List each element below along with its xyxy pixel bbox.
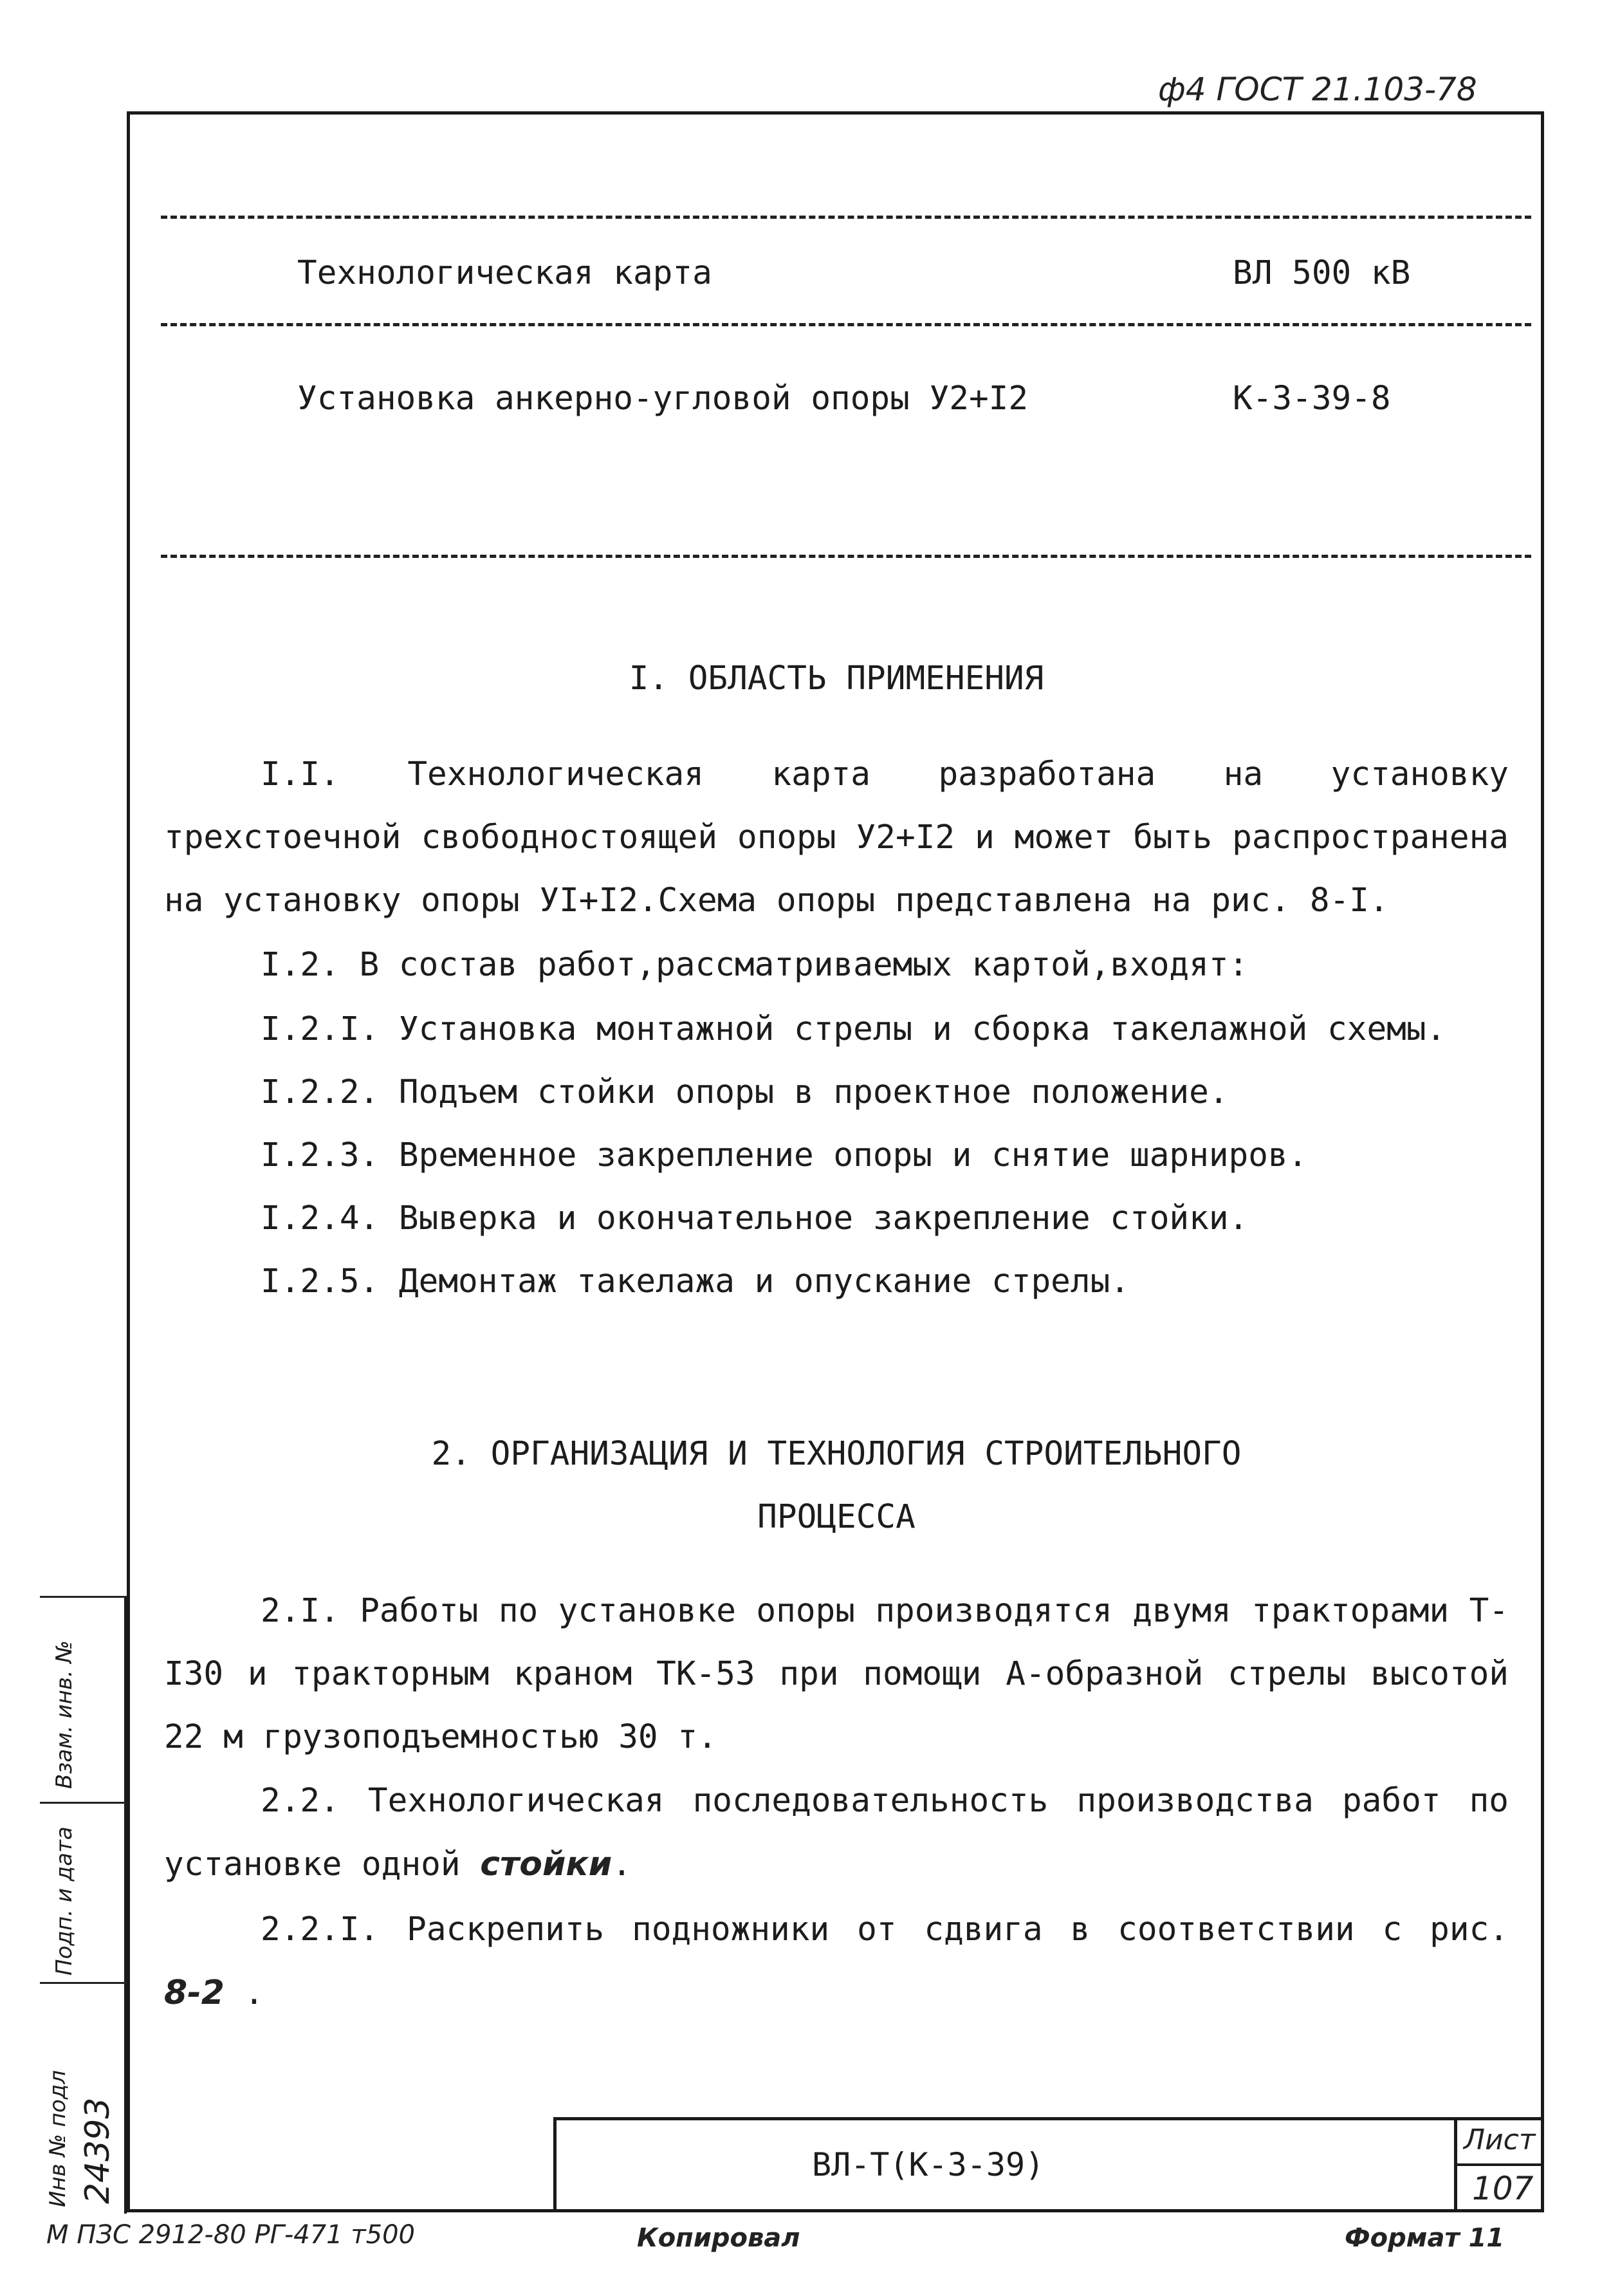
voltage-class: ВЛ 500 кВ	[1233, 254, 1411, 292]
stamp-doc-code: ВЛ-Т(К-3-39)	[812, 2146, 1045, 2183]
section1-paragraph-1	[164, 743, 1509, 932]
side-strip-divider	[40, 1802, 127, 1804]
section1-p1-text: I.I. Технологическая карта разработана на установку трехстоечной свободностоящей опоры У2+I2 и может быть распространена на установку опоры УI+I2.Схема опоры представлена на рис. 8-I.	[164, 755, 1509, 920]
section1-paragraph-2: I.2. В состав работ,рассматриваемых картой,входят:	[261, 946, 1249, 984]
list-item: I.2.2. Подъем стойки опоры в проектное положение.	[261, 1073, 1229, 1111]
side-sign-label: Подп. и дата	[51, 1826, 77, 1976]
side-strip-divider	[40, 1596, 127, 1598]
list-item: I.2.3. Временное закрепление опоры и снятие шарниров.	[261, 1136, 1308, 1174]
sheet-box-divider	[1457, 2163, 1544, 2166]
section2-p1-text: 2.I. Работы по установке опоры производятся двумя тракторами Т-I30 и тракторным краном ТК-53 при помощи А-образной стрелы высотой 22 м грузоподъемностью 30 т.	[164, 1592, 1509, 1756]
section2-p3-end: .	[224, 1974, 264, 2012]
side-inv-label: Инв № подл	[45, 2070, 71, 2207]
section1-heading: I. ОБЛАСТЬ ПРИМЕНЕНИЯ	[629, 660, 1044, 698]
footer-center: Копировал	[637, 2223, 800, 2253]
section2-p3-text: 2.2.I. Раскрепить подножники от сдвига в соответствии с рис.	[261, 1911, 1509, 1949]
footer-left: М ПЗС 2912-80 РГ-471 т500	[46, 2220, 415, 2250]
list-item: I.2.5. Демонтаж такелажа и опускание стрелы.	[261, 1263, 1130, 1301]
title-stamp-box	[553, 2117, 1544, 2212]
footer-right: Формат 11	[1345, 2223, 1505, 2253]
list-item: I.2.4. Выверка и окончательное закрепление стойки.	[261, 1199, 1249, 1237]
doc-subject: Установка анкерно-угловой опоры У2+I2	[297, 380, 1029, 418]
divider-top	[161, 216, 1531, 219]
divider-mid	[161, 323, 1531, 326]
section2-p2-text: 2.2. Технологическая последовательность производства работ по установке одной	[164, 1782, 1509, 1884]
section2-paragraph-3	[164, 1898, 1509, 2025]
handwritten-figure-ref: 8-2	[164, 1974, 225, 2012]
side-inv-number: 24393	[78, 2097, 117, 2204]
section2-paragraph-2	[164, 1770, 1509, 1896]
header-stamp: ф4 ГОСТ 21.103-78	[1158, 71, 1477, 108]
sheet-label: Лист	[1464, 2124, 1536, 2156]
doc-code: К-3-39-8	[1233, 380, 1391, 418]
divider-bottom	[161, 555, 1531, 558]
side-strip-divider	[40, 1982, 127, 1984]
section2-heading-line1: 2. ОРГАНИЗАЦИЯ И ТЕХНОЛОГИЯ СТРОИТЕЛЬНОГО	[431, 1435, 1242, 1473]
sheet-number: 107	[1472, 2170, 1534, 2207]
doc-type: Технологическая карта	[297, 254, 712, 292]
section2-heading-line2: ПРОЦЕССА	[757, 1498, 916, 1536]
handwritten-word: стойки	[480, 1845, 612, 1884]
section2-paragraph-1	[164, 1580, 1509, 1769]
section2-p2-end: .	[612, 1846, 632, 1884]
side-replace-label: Взам. инв. №	[51, 1640, 77, 1789]
list-item: I.2.I. Установка монтажной стрелы и сборка такелажной схемы.	[261, 1010, 1446, 1048]
